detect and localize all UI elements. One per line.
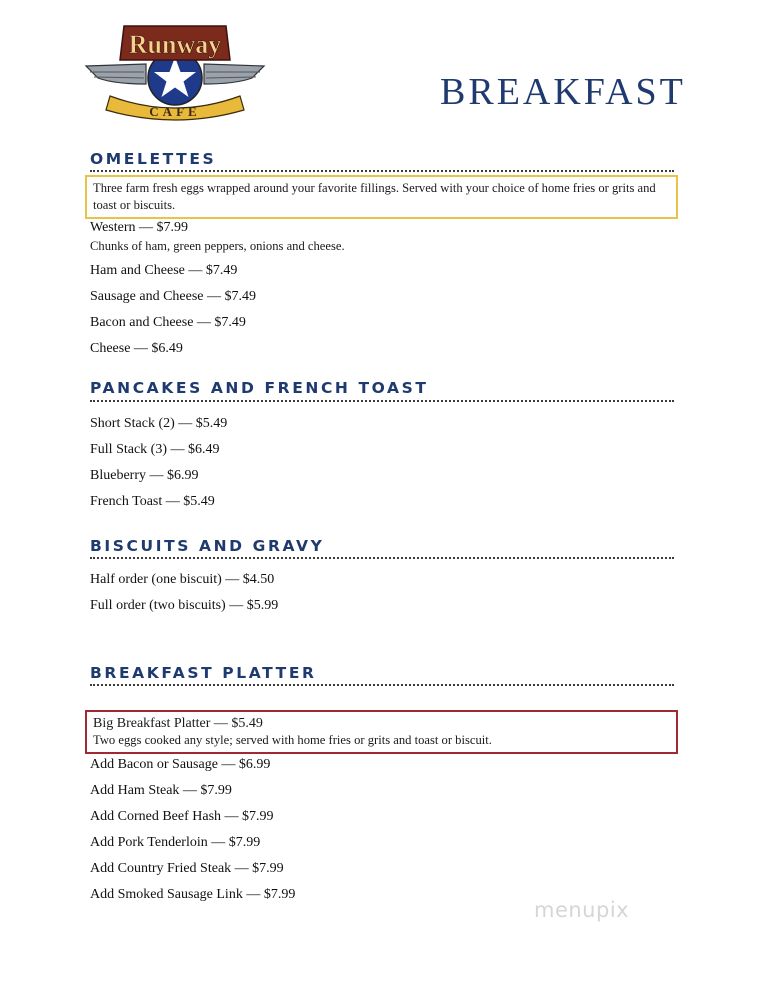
section-title-pancakes: PANCAKES AND FRENCH TOAST (90, 379, 429, 397)
section-divider (90, 557, 674, 559)
section-divider (90, 400, 674, 402)
menupix-watermark: menupix (534, 898, 630, 922)
menu-item-blueberry: Blueberry — $6.99 (90, 468, 199, 483)
section-title-omelettes: OMELETTES (90, 150, 217, 168)
menu-item-big-breakfast-platter-detail: Two eggs cooked any style; served with home fries or grits and toast or biscuit. (93, 733, 492, 747)
menu-item-bacon-and-cheese: Bacon and Cheese — $7.49 (90, 315, 246, 330)
menu-item-western: Western — $7.99 (90, 220, 189, 235)
menu-item-add-corned-beef-hash: Add Corned Beef Hash — $7.99 (90, 809, 274, 824)
page-title: BREAKFAST (440, 71, 686, 113)
logo-subtitle: CAFE (149, 104, 201, 119)
section-title-breakfast-platter: BREAKFAST PLATTER (90, 664, 317, 682)
runway-cafe-logo (84, 22, 266, 122)
menu-item-short-stack: Short Stack (2) — $5.49 (90, 416, 228, 431)
menu-item-add-smoked-sausage-link: Add Smoked Sausage Link — $7.99 (90, 887, 296, 902)
section-title-biscuits: BISCUITS AND GRAVY (90, 537, 325, 555)
menu-item-add-country-fried-steak: Add Country Fried Steak — $7.99 (90, 861, 284, 876)
menu-item-western-detail: Chunks of ham, green peppers, onions and cheese. (90, 239, 345, 253)
section-divider (90, 170, 674, 172)
omelettes-description: Three farm fresh eggs wrapped around your favorite fillings. Served with your choice of home fries or grits and toast or biscuits. (85, 175, 678, 219)
menu-item-full-order: Full order (two biscuits) — $5.99 (90, 598, 279, 613)
logo-top-banner (120, 26, 230, 60)
menu-item-add-bacon-or-sausage: Add Bacon or Sausage — $6.99 (90, 757, 271, 772)
menu-item-big-breakfast-platter: Big Breakfast Platter — $5.49 (93, 716, 263, 731)
menu-item-sausage-and-cheese: Sausage and Cheese — $7.49 (90, 289, 257, 304)
menu-item-add-ham-steak: Add Ham Steak — $7.99 (90, 783, 232, 798)
big-breakfast-platter-box (85, 710, 678, 754)
menu-item-full-stack: Full Stack (3) — $6.49 (90, 442, 220, 457)
section-divider (90, 684, 674, 686)
logo-name: Runway (128, 30, 222, 59)
menu-item-french-toast: French Toast — $5.49 (90, 494, 215, 509)
menu-item-add-pork-tenderloin: Add Pork Tenderloin — $7.99 (90, 835, 261, 850)
menu-item-half-order: Half order (one biscuit) — $4.50 (90, 572, 275, 587)
menu-item-ham-and-cheese: Ham and Cheese — $7.49 (90, 263, 238, 278)
menu-item-cheese: Cheese — $6.49 (90, 341, 183, 356)
